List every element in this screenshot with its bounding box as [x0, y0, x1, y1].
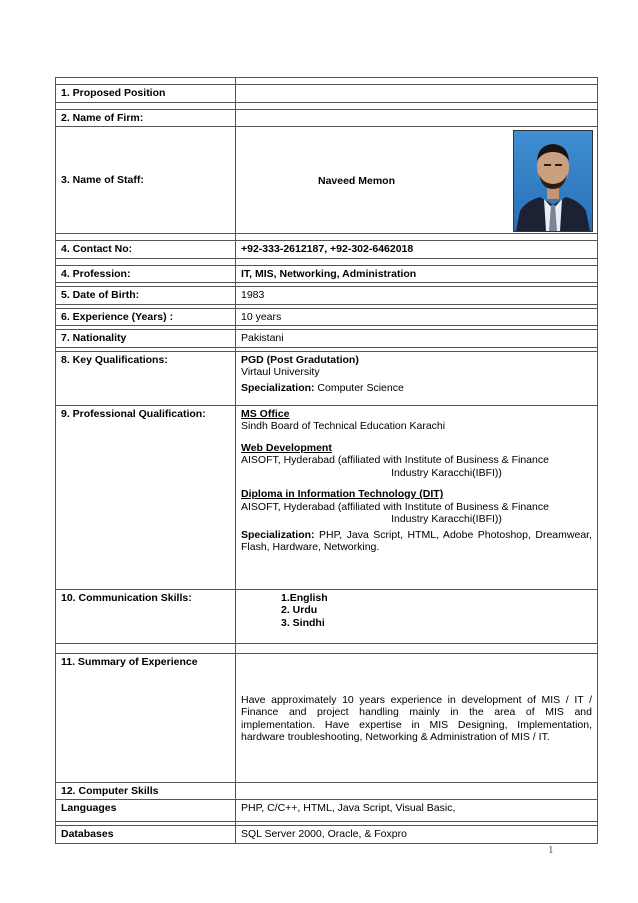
key-qualifications-label: 8. Key Qualifications:: [56, 351, 236, 405]
degree-title: PGD (Post Gradutation): [241, 353, 359, 366]
experience-value: 10 years: [236, 308, 598, 326]
communication-label: 10. Communication Skills:: [56, 589, 236, 643]
databases-label: Databases: [56, 826, 236, 844]
row-firm: [56, 109, 598, 127]
experience-label: 6. Experience (Years) :: [56, 308, 236, 326]
row-profession: [56, 265, 598, 283]
dit-institute-2: Industry Karacchi(IBFI)): [391, 513, 502, 525]
languages-value: PHP, C/C++, HTML, Java Script, Visual Basic,: [236, 800, 598, 822]
cv-table: [55, 77, 598, 844]
contact-label: 4. Contact No:: [56, 241, 236, 259]
row-key-qualifications: [56, 351, 598, 405]
row-experience: [56, 308, 598, 326]
dit-spec-label: Specialization:: [241, 528, 315, 541]
language-item: 1.English: [281, 591, 328, 604]
dob-value: 1983: [236, 287, 598, 305]
web-dev-institute-2: Industry Karacchi(IBFI)): [391, 466, 502, 479]
spacer-row: [56, 258, 598, 265]
computer-skills-label: 12. Computer Skills: [56, 782, 236, 800]
staff-photo: [513, 130, 593, 232]
web-dev-institute-1: AISOFT, Hyderabad (affiliated with Institute of Business & Finance: [241, 454, 549, 466]
summary-label: 11. Summary of Experience: [56, 653, 236, 782]
spacer-row: [56, 643, 598, 653]
spacer-row: [56, 78, 598, 85]
spec-value: Computer Science: [314, 381, 404, 394]
web-dev-title: Web Development: [241, 441, 332, 454]
nationality-label: 7. Nationality: [56, 330, 236, 348]
ms-office-title: MS Office: [241, 407, 290, 420]
summary-text: Have approximately 10 years experience in development of MIS / IT / Finance and project handling mainly in the area of MIS and implementation. Have expertise in MIS Designing, Implementation, hardware troubleshooting, Networking & Administration of MIS / IT.: [241, 693, 592, 743]
degree-specialization: [241, 382, 592, 395]
row-contact: [56, 241, 598, 259]
row-proposed-position: [56, 85, 598, 103]
key-qualifications-value: [236, 351, 598, 405]
firm-label: 2. Name of Firm:: [56, 109, 236, 127]
spec-label: Specialization:: [241, 381, 315, 394]
proposed-position-label: 1. Proposed Position: [56, 85, 236, 103]
language-item: 3. Sindhi: [281, 616, 325, 629]
professional-qualification-value: [236, 405, 598, 589]
staff-cell: [236, 127, 597, 233]
row-computer-skills: [56, 782, 598, 800]
row-professional-qualification: [56, 405, 598, 589]
dit-title: Diploma in Information Technology (DIT): [241, 488, 444, 500]
ms-office-institute: Sindh Board of Technical Education Karachi: [241, 420, 446, 432]
proposed-position-value: [236, 85, 598, 103]
firm-value: [236, 109, 598, 127]
spacer-row: [56, 102, 598, 109]
contact-value: +92-333-2612187, +92-302-6462018: [236, 241, 598, 259]
staff-name: Naveed Memon: [317, 175, 396, 187]
row-staff: [56, 127, 598, 234]
profession-label: 4. Profession:: [56, 265, 236, 283]
row-dob: [56, 287, 598, 305]
communication-value: [236, 589, 598, 643]
dit-spec-value: PHP, Java Script, HTML, Adobe Photoshop, Dreamwear, Flash, Hardware, Networking.: [241, 528, 592, 553]
nationality-value: Pakistani: [236, 330, 598, 348]
databases-value: SQL Server 2000, Oracle, & Foxpro: [236, 826, 598, 844]
profession-value: IT, MIS, Networking, Administration: [236, 265, 598, 283]
row-nationality: [56, 330, 598, 348]
degree-university: Virtaul University: [241, 366, 320, 378]
row-summary: [56, 653, 598, 782]
row-languages: [56, 800, 598, 822]
page-number: 1: [548, 844, 554, 856]
dob-label: 5. Date of Birth:: [56, 287, 236, 305]
language-item: 2. Urdu: [281, 604, 318, 616]
row-databases: [56, 826, 598, 844]
dit-institute-1: AISOFT, Hyderabad (affiliated with Institute of Business & Finance: [241, 500, 549, 513]
languages-label: Languages: [56, 800, 236, 822]
staff-label: 3. Name of Staff:: [56, 127, 236, 234]
professional-qualification-label: 9. Professional Qualification:: [56, 405, 236, 589]
row-communication: [56, 589, 598, 643]
spacer-row: [56, 234, 598, 241]
dit-specialization: [241, 529, 592, 554]
